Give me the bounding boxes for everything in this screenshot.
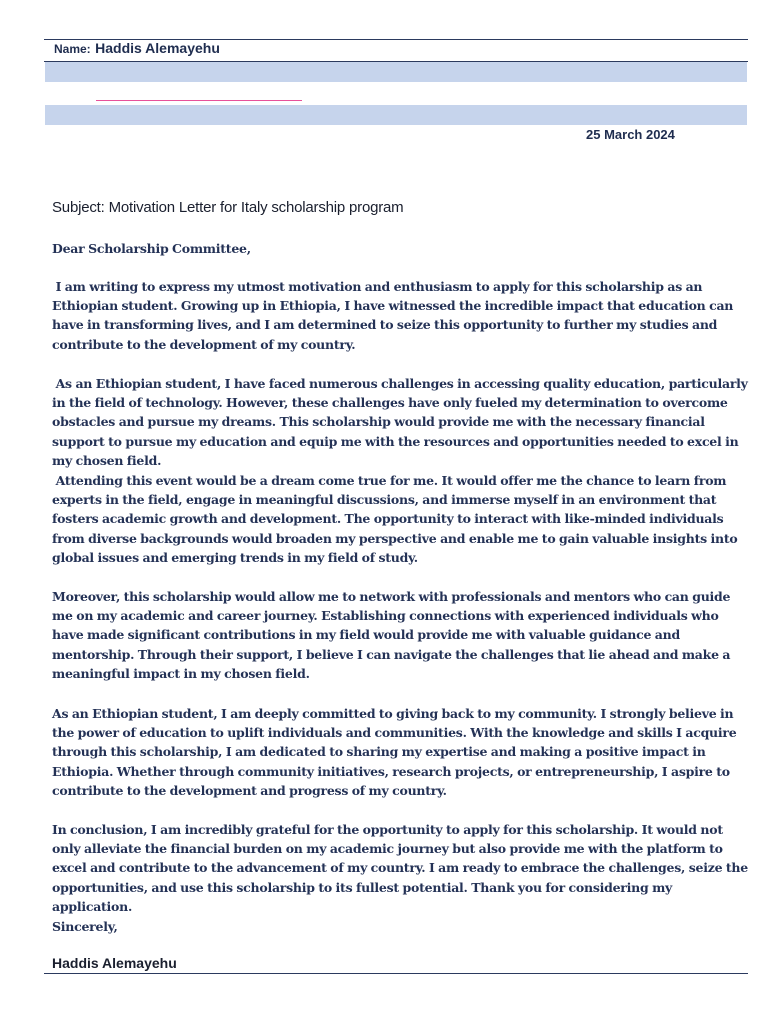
name-value: Haddis Alemayehu [95,40,220,56]
accent-underline [96,100,302,101]
name-row [54,40,220,58]
letter-date: 25 March 2024 [586,127,675,142]
name-label: Name: [54,42,91,56]
paragraph-1: I am writing to express my utmost motivation and enthusiasm to apply for this scholarship as an Ethiopian student. Growing up in Ethiopia, I have witnessed the incredible impact that education can have in transforming lives, and I am determined to seize this opportunity to further my studies and contribute to the development of my country. [52,279,737,352]
paragraph-4: Moreover, this scholarship would allow me to network with professionals and mentors who can guide me on my academic and career journey. Establishing connections with experienced individuals who have made significant contributions in my field would provide me with valuable guidance and mentorship. Through their support, I believe I can navigate the challenges that lie ahead and make a meaningful impact in my chosen field. [52,589,731,681]
letter-subject: Subject: Motivation Letter for Italy scholarship program [52,199,404,216]
paragraph-2: As an Ethiopian student, I have faced numerous challenges in accessing quality education, particularly in the field of technology. However, these challenges have only fueled my determination to overcome obstacles and pursue my dreams. This scholarship would provide me with the necessary financial support to pursue my education and equip me with the resources and opportunities needed to excel in my chosen field. [52,376,752,468]
paragraph-3: Attending this event would be a dream come true for me. It would offer me the chance to learn from experts in the field, engage in meaningful discussions, and immerse myself in an environment that fosters academic growth and development. The opportunity to interact with like-minded individuals from diverse backgrounds would broaden my perspective and enable me to gain valuable insights into global issues and emerging trends in my field of study. [52,473,742,565]
paragraph-5: As an Ethiopian student, I am deeply committed to giving back to my community. I strongly believe in the power of education to uplift individuals and communities. With the knowledge and skills I acquire through this scholarship, I am dedicated to sharing my expertise and making a positive impact in Ethiopia. Whether through community initiatives, research projects, or entrepreneurship, I aspire to contribute to the development and progress of my country. [52,706,737,798]
header-band-top [45,62,747,82]
bottom-rule [44,973,748,974]
closing: Sincerely, [52,919,118,934]
header-band-bottom [45,105,747,125]
paragraph-6: In conclusion, I am incredibly grateful for the opportunity to apply for this scholarship. It would not only alleviate the financial burden on my academic journey but also provide me with the platform to excel and contribute to the advancement of my country. I am ready to embrace the challenges, seize the opportunities, and use this scholarship to its fullest potential. Thank you for considering my application. [52,822,748,914]
salutation: Dear Scholarship Committee, [52,241,251,256]
signature-name: Haddis Alemayehu [52,955,177,971]
